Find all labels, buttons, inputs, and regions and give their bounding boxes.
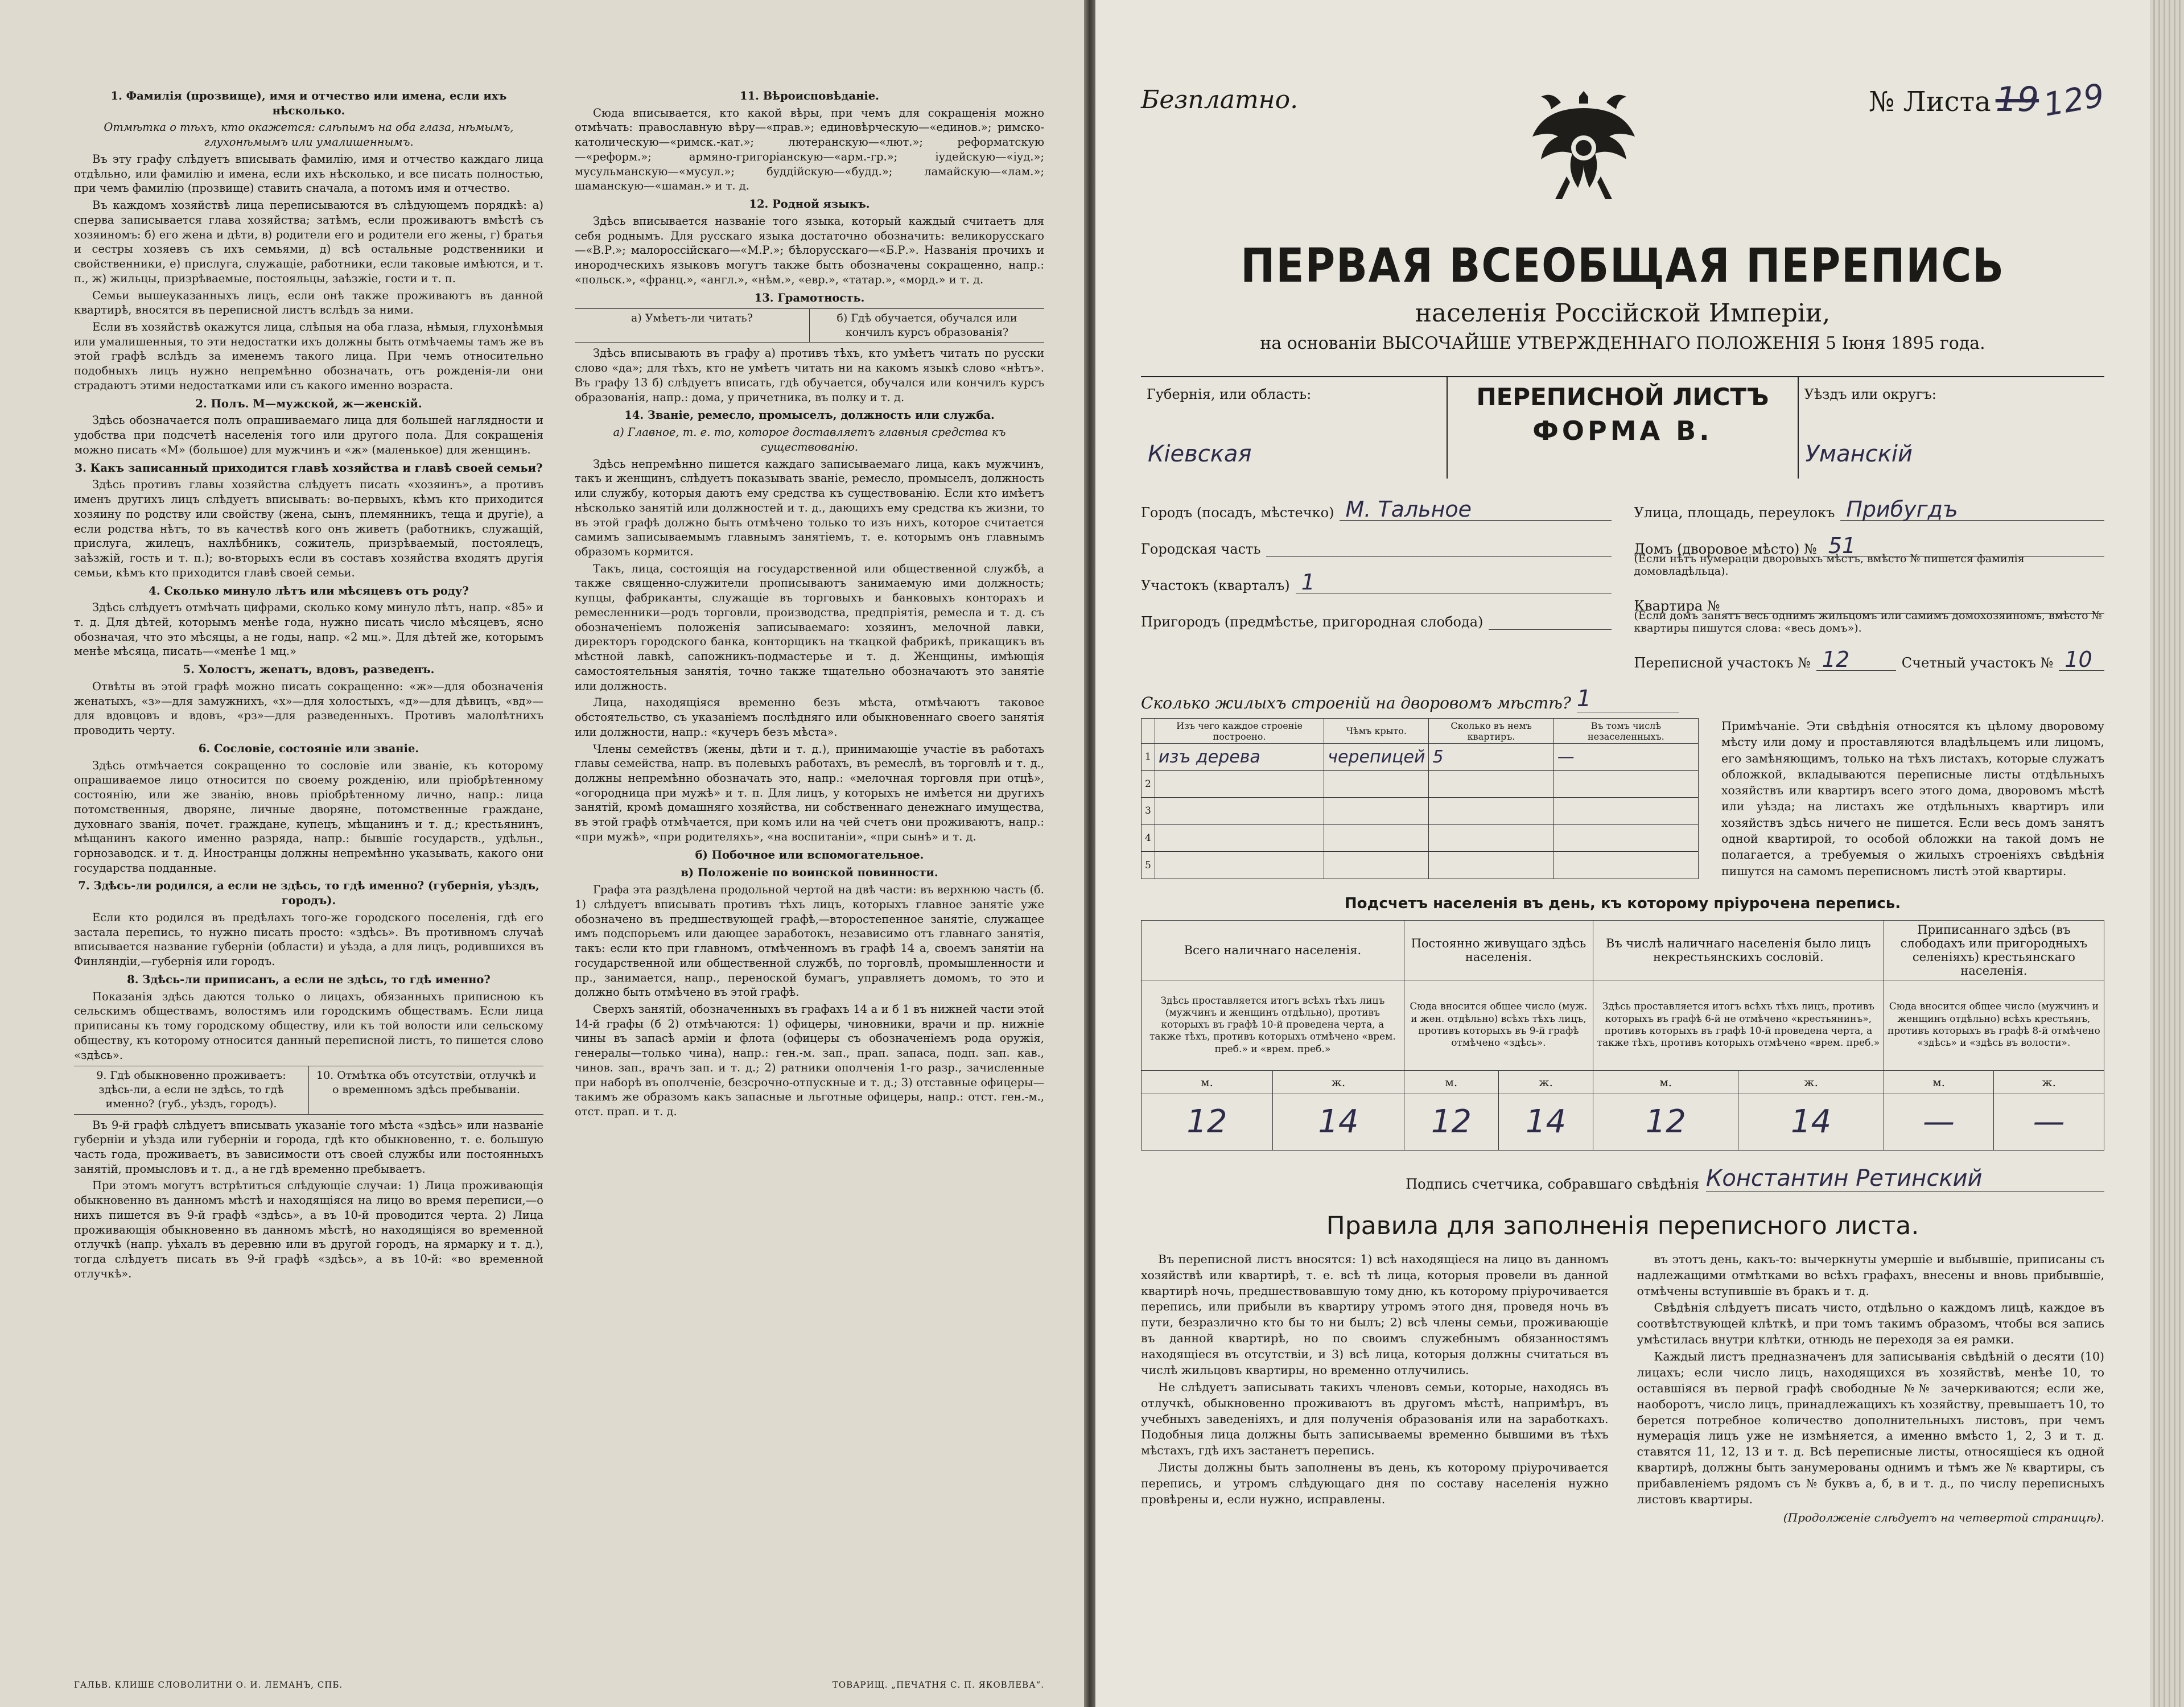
sex-header: ж. [1738,1070,1884,1094]
buildings-table-row [1142,852,1699,879]
buildings-cell: 3 [1142,798,1155,825]
instruction-paragraph: Графа эта раздѣлена продольной чертой на двѣ части: въ верхнюю часть (б. 1) слѣдуетъ вписывать противъ тѣхъ лицъ, которыхъ главное занятіе уже обозначено въ предшествующей графѣ,—второстепенное занятіе, служащее имъ подспорьемъ или дающее заработокъ, независимо отъ главнаго занятія, такъ: если кто при главномъ, отмѣченномъ въ графѣ 14 а, своемъ занятіи на государственной или общественной службѣ, по торговлѣ, промышленности и пр., занимается, напр., переноской бумагъ, управляетъ домомъ, то это и должно быть отмѣчено въ этой графѣ. [575,883,1044,999]
buildings-cell [1553,798,1698,825]
buildings-cell [1155,824,1324,852]
rules-column-1 [1141,1252,1609,1525]
gubernia-value: Кіевская [1148,441,1252,467]
sheet-number-handwritten: 19 [1995,80,2039,119]
right-page-census-form [1095,0,2184,1707]
double-headed-eagle-icon [1527,80,1641,211]
buildings-cell: 5 [1429,744,1553,771]
instruction-paragraph: Семьи вышеуказанныхъ лицъ, если онѣ также проживаютъ въ данной квартирѣ, вносятся въ переписной листъ вслѣдъ за ними. [74,288,543,317]
instruction-paragraph: Члены семействъ (жены, дѣти и т. д.), принимающіе участіе въ работахъ главы семейства, напр. въ полевыхъ работахъ, въ ремеслѣ, въ торговлѣ и т. д., должны непремѣнно обозначать это, напр.: «мелочная торговля при отцѣ», «огородница при мужѣ» и т. п. Для лицъ, у которыхъ не имѣется ни другихъ занятій, кромѣ домашняго хозяйства, ни собственнаго денежнаго имущества, въ этой графѣ отмѣчается, при комъ или на чей счетъ они проживаютъ, напр.: «при мужѣ», «при родителяхъ», «на воспитаніи», «при сынѣ» и т. д. [575,742,1044,843]
instruction-paragraph: Здѣсь вписывается названіе того языка, который каждый считаетъ для себя роднымъ. Для русскаго языка достаточно обозначить: великорусскаго—«В.Р.»; малороссійскаго—«М.Р.»; бѣлорусскаго—«Б.Р.». Названія прочихъ и инородческихъ языковъ могутъ также быть обозначены сокращенно, напр.: «польск.», «франц.», «англ.», «нѣм.», «евр.», «татар.», «морд.» и т. д. [575,214,1044,286]
buildings-cell [1429,770,1553,798]
sex-header: м. [1593,1070,1738,1094]
split-heading-right: б) Гдѣ обучается, обучался или кончилъ курсъ образованія? [809,309,1044,342]
instruction-paragraph: Здѣсь обозначается полъ опрашиваемаго лица для большей наглядности и удобства при подсчетѣ населенія того или другого пола. Для сокращенія можно писать «М» (большое) для мужчинъ и «ж» (маленькое) для женщинъ. [74,414,543,456]
sex-header: м. [1404,1070,1498,1094]
section-heading: 11. Вѣроисповѣданіе. [740,89,879,102]
buildings-col-header: Изъ чего каждое строеніе построено. [1155,719,1324,744]
instruction-paragraph: Въ эту графу слѣдуетъ вписывать фамилію, имя и отчество каждаго лица отдѣльно, или фамилію и имена, если ихъ нѣсколько, и все писать полностью, при чемъ фамилію (прозвище) ставить сначала, а потомъ имя и отчество. [74,152,543,195]
address-block [1141,484,2104,671]
instruction-paragraph: Показанія здѣсь даются только о лицахъ, обязанныхъ приписною къ сельскимъ обществамъ, волостямъ или городскимъ обществамъ. Если лица приписаны къ тому городскому обществу, или къ той волости или сельскому обществу, къ которому относится данный переписной листъ, то пишется слово «здѣсь». [74,989,543,1062]
buildings-col-header: Въ томъ числѣ незаселенныхъ. [1553,719,1698,744]
prigorod-line [1141,593,1612,630]
instruction-split-heading [575,308,1044,343]
buildings-cell [1324,770,1429,798]
instruction-paragraph: Если кто родился въ предѣлахъ того-же городского поселенія, гдѣ его застала перепись, то нужно писать просто: «здѣсь». Въ противномъ случаѣ вписывается название губерніи (области) и уѣзда, а для лицъ, родившихся въ Финляндіи,—губернія или городъ. [74,910,543,968]
instructions-column-1 [74,85,543,1633]
instruction-paragraph: Въ 9-й графѣ слѣдуетъ вписывать указаніе того мѣста «здѣсь» или названіе губерніи и уѣзда или губерніи и города, гдѣ кто обыкновенно, т. е. большую часть года, проживаетъ, въ зависимости отъ своей службы или постоянныхъ занятій, промысловъ и т. д., а не гдѣ временно пребываетъ. [74,1118,543,1176]
city-part-label: Городская часть [1141,541,1261,557]
census-district-line [1634,634,2105,671]
buildings-count-value: 1 [1577,686,1679,712]
census-title: ПЕРВАЯ ВСЕОБЩАЯ ПЕРЕПИСЬ [1241,239,2005,293]
section-heading: б) Побочное или вспомогательное. [695,848,924,861]
population-count-value: 14 [1272,1094,1404,1150]
rules-paragraph: въ этотъ день, какъ-то: вычеркнуты умершіе и выбывшіе, приписаны съ надлежащими отмѣтками во всѣхъ графахъ, внесены и вновь прибывшіе, отмѣчены вступившіе въ бракъ и т. д. [1637,1252,2104,1298]
population-count-value: 12 [1142,1094,1273,1150]
free-label: Безплатно. [1141,85,1299,114]
population-count-table [1141,920,2104,1151]
section-heading: 8. Здѣсь-ли приписанъ, а если не здѣсь, то гдѣ именно? [127,972,491,986]
rules-paragraph: Не слѣдуетъ записывать такихъ членовъ семьи, которые, находясь въ отлучкѣ, обыкновенно проживаютъ въ другомъ мѣстѣ, напримѣръ, въ учебныхъ заведеніяхъ, и для полученія образованія или на заработкахъ. Подобныя лица должны быть записываемы временно бывшими въ тѣхъ мѣстахъ, гдѣ ихъ застанетъ перепись. [1141,1380,1609,1458]
instruction-paragraph: Въ каждомъ хозяйствѣ лица переписываются въ слѣдующемъ порядкѣ: а) сперва записывается глава хозяйства; затѣмъ, если проживаютъ вмѣстѣ съ хозяиномъ: б) его жена и дѣти, в) родители его и родители его жены, г) братья и сестры хозяевъ съ ихъ семьями, д) всѣ остальные родственники и свойственники, е) прислуга, служащіе, работники, если таковые имѣются, и т. п., ж) жильцы, призрѣваемые, постояльцы, заѣзжіе, гости и т. п. [74,199,543,285]
city-value: М. Тальное [1340,498,1611,521]
rules-paragraph: Листы должны быть заполнены въ день, къ которому пріурочивается перепись, и утромъ слѣдующаго дня по составу населенія нужно провѣрены и, если нужно, исправлены. [1141,1461,1609,1506]
gubernia-label: Губернія, или область: [1147,386,1312,402]
rules-paragraph: Каждый листъ предназначенъ для записыванія свѣдѣній о десяти (10) лицахъ; если число лицъ, находящихся въ хозяйствѣ, менѣе 10, то оставшіяся въ первой графѣ свободные №№ зачеркиваются; если же, наоборотъ, число лицъ, принадлежащихъ къ хозяйству, превышаетъ 10, то берется потребное количество дополнительныхъ листовъ, при чемъ нумерація лицъ уже не измѣняется, а именно вмѣсто 1, 2, 3 и т. д. ставятся 11, 12, 13 и т. д. Всѣ переписные листы, относящіеся къ одной квартирѣ, должны быть занумерованы однимъ и тѣмъ же № квартиры, съ прибавленіемъ рядомъ съ № буквъ а, б, в и т. д., по числу переписныхъ листовъ квартиры. [1637,1350,2104,1506]
rules-paragraph: Въ переписной листъ вносятся: 1) всѣ находящіеся на лицо въ данномъ хозяйствѣ или квартирѣ, т. е. всѣ тѣ лица, которыя провели въ данной квартирѣ ночь, предшествовавшую тому дню, къ которому пріурочивается перепись, или прибыли въ квартиру утромъ этого дня, проведя ночь въ пути, безразлично кто бы то ни былъ; 2) всѣ члены семьи, проживающіе въ данной квартирѣ, но по своимъ служебнымъ обязанностямъ находящіеся въ отсутствіи, и 3) всѣ лица, которыя должны считаться въ числѣ жильцовъ квартиры, но временно отлучились. [1141,1252,1609,1377]
rules-text [1141,1252,2104,1525]
count-col-header: Въ числѣ наличнаго населенія было лицъ некрестьянскихъ сословій. [1593,920,1884,980]
buildings-question [1141,686,2104,712]
book-gutter [1084,0,1095,1707]
section-heading: 7. Здѣсь-ли родился, а если не здѣсь, то гдѣ именно? (губернія, уѣздъ, городъ). [78,879,539,908]
city-line [1141,484,1612,521]
rules-paragraph: Свѣдѣнія слѣдуетъ писать чисто, отдѣльно о каждомъ лицѣ, каждое въ соотвѣтствующей клѣткѣ, и при томъ такимъ образомъ, чтобы вся запись умѣстилась внутри клѣтки, отнюдь не переходя за ея рамки. [1637,1301,2104,1347]
buildings-cell [1429,824,1553,852]
instruction-paragraph: а) Главное, т. е. то, которое доставляетъ главныя средства къ существованію. [613,426,1006,453]
uchastok-value: 1 [1296,571,1612,593]
sex-header: ж. [1994,1070,2104,1094]
buildings-cell: 2 [1142,770,1155,798]
count-district-label: Счетный участокъ № [1901,655,2054,671]
count-col-description: Здѣсь проставляется итогъ всѣхъ тѣхъ лицъ, противъ которыхъ въ графѣ 6-й не отмѣчено «крестьянинъ», противъ которыхъ въ графѣ 10-й проведена черта, а также тѣхъ, противъ которыхъ отмѣчено «врем. преб.» [1593,980,1884,1070]
uezd-label: Уѣздъ или округъ: [1804,386,1936,402]
instruction-paragraph: Здѣсь непремѣнно пишется каждаго записываемаго лица, какъ мужчинъ, такъ и женщинъ, слѣдуетъ показывать званіе, ремесло, промыселъ, должность или службу, которыя даютъ ему средства къ существованію. Если кто имѣетъ нѣсколько занятій или должностей и т. д., дающихъ ему средства къ жизни, то въ этой графѣ должно быть отмѣчено только то изъ нихъ, которое считается самимъ записываемымъ главнымъ занятіемъ, т. е. которымъ онъ главнымъ образомъ кормится. [575,457,1044,558]
sex-header: м. [1142,1070,1273,1094]
buildings-cell: 1 [1142,744,1155,771]
population-count-title: Подсчетъ населенія въ день, къ которому пріурочена перепись. [1344,894,1901,912]
enumerator-signature-line [1141,1165,2104,1192]
printer-imprint-left: ГАЛЬВ. КЛИШЕ СЛОВОЛИТНИ О. И. ЛЕМАНЪ, СПБ. [74,1680,343,1690]
buildings-cell [1155,852,1324,879]
printer-imprint-right: ТОВАРИЩ. „ПЕЧАТНЯ С. П. ЯКОВЛЕВА“. [832,1680,1044,1690]
apartment-line [1634,578,2105,614]
apartment-label: Квартира № [1634,598,1720,614]
rules-column-2 [1637,1252,2105,1525]
buildings-cell: 5 [1142,852,1155,879]
buildings-cell [1429,852,1553,879]
instruction-paragraph: Здѣсь отмѣчается сокращенно то сословіе или званіе, къ которому опрашиваемое лицо относится по своему рожденію, или пріобрѣтенному состоянію, или же званію, вновь пріобрѣтенному лично, напр.: лица потомственныя, дворяне, личные дворяне, потомственные граждане, духовнаго званія, почет. граждане, купецъ, мѣщанинъ и т. д.; крестьянинъ, мѣщанинъ какого именно разряда, напр.: бывшіе государств., удѣльн., горнозаводск. и т. д. Иностранцы должны непремѣнно указывать, какого они государства подданные. [74,758,543,875]
house-line [1634,521,2105,557]
instructions-column-2 [575,85,1044,1633]
section-heading: 3. Какъ записанный приходится главѣ хозяйства и главѣ своей семьи? [75,461,543,475]
city-part-value [1266,556,1611,557]
section-heading: 13. Грамотность. [754,291,865,304]
buildings-col-header [1142,719,1155,744]
population-count-value: 14 [1498,1094,1593,1150]
section-heading: 1. Фамилія (прозвище), имя и отчество или имена, если ихъ нѣсколько. [110,89,507,117]
count-col-description: Сюда вносится общее число (муж. и жен. отдѣльно) всѣхъ тѣхъ лицъ, противъ которыхъ въ 9-й графѣ отмѣчено «здѣсь». [1404,980,1593,1070]
buildings-cell [1155,798,1324,825]
census-district-label: Переписной участокъ № [1634,655,1811,671]
apartment-note: (Если домъ занятъ весь однимъ жильцомъ или самимъ домохозяиномъ, вмѣсто № квартиры пишутся слова: «весь домъ»). [1634,609,2102,634]
buildings-cell [1553,770,1698,798]
buildings-table [1141,718,1699,879]
street-label: Улица, площадь, переулокъ [1634,505,1835,521]
house-value: 51 [1823,535,2104,557]
city-part-line [1141,521,1612,557]
sheet-number-label: № Листа [1868,86,1991,118]
buildings-cell: 4 [1142,824,1155,852]
section-heading: 12. Родной языкъ. [749,197,870,211]
buildings-cell: — [1553,744,1698,771]
sex-header: ж. [1272,1070,1404,1094]
uchastok-line [1141,557,1612,593]
buildings-cell: черепицей [1324,744,1429,771]
instruction-paragraph: Сюда вписывается, кто какой вѣры, при чемъ для сокращенія можно отмѣчать: православную вѣру—«прав.»; единовѣрческую—«единов.»; римско-католическую—«римск.-кат.»; лютеранскую—«лют.»; реформатскую—«реформ.»; армяно-григоріанскую—«арм.-гр.»; іудейскую—«іуд.»; мусульманскую—«мусул.»; буддійскую—«будд.»; ламайскую—«лам.»; шаманскую—«шаман.» и т. д. [575,106,1044,193]
prigorod-value [1489,629,1611,630]
population-count-value: 14 [1738,1094,1884,1150]
instruction-paragraph: Отмѣтка о тѣхъ, кто окажется: слѣпымъ на оба глаза, нѣмымъ, глухонѣмымъ или умалишеннымъ. [104,121,514,149]
population-count-value: 12 [1404,1094,1498,1150]
section-heading: 4. Сколько минуло лѣтъ или мѣсяцевъ отъ роду? [149,584,469,597]
prigorod-label: Пригородъ (предмѣстье, пригородная слобода) [1141,614,1484,630]
instruction-paragraph: Здѣсь вписывають въ графу а) противъ тѣхъ, кто умѣетъ читать по русски слово «да»; для тѣхъ, кто не умѣетъ читать ни на какомъ языкѣ слово «нѣтъ». Въ графу 13 б) слѣдуетъ вписать, гдѣ обучается, обучался или кончилъ курсъ образованія, напр.: дома, у причетника, въ полку и т. д. [575,347,1044,404]
region-header-row [1141,376,2104,479]
section-heading: в) Положеніе по воинской повинности. [681,866,938,880]
instruction-paragraph: Отвѣты въ этой графѣ можно писать сокращенно: «ж»—для обозначенія женатыхъ, «з»—для замужнихъ, «х»—для холостыхъ, «д»—для дѣвицъ, «вд»—для вдовцовъ и вдовъ, «рз»—для разведенныхъ. Противъ малолѣтнихъ проводить черту. [74,679,543,737]
sex-header: ж. [1498,1070,1593,1094]
population-count-value: — [1884,1094,1994,1150]
house-note: (Если нѣтъ нумераціи дворовыхъ мѣстъ, вмѣсто № пишется фамилія домовладѣльца). [1634,552,2025,578]
instruction-paragraph: Если въ хозяйствѣ окажутся лица, слѣпыя на оба глаза, нѣмыя, глухонѣмыя или умалишенныя, то эти недостатки ихъ должны быть отмѣчаемы тамъ же въ этой графѣ вслѣдъ за именемъ такого лица. При чемъ относительно подобныхъ лицъ нужно непремѣнно обозначать, отъ рожденія-ли они страдаютъ этими недостатками или съ какого именно возраста. [74,320,543,392]
buildings-table-row [1142,744,1699,771]
population-count-value: 12 [1593,1094,1738,1150]
form-title-box [1447,376,1798,479]
enumerator-signature: Константин Ретинский [1706,1165,2104,1192]
instruction-paragraph: Лица, находящіяся временно безъ мѣста, отмѣчаютъ таковое обстоятельство, съ указаніемъ послѣдняго или обыкновеннаго своего занятія или должности, напр.: «кучеръ безъ мѣста». [575,696,1044,739]
buildings-cell [1429,798,1553,825]
count-col-description: Сюда вносится общее число (мужчинъ и женщинъ отдѣльно) всѣхъ крестьянъ, противъ которыхъ въ графѣ 8-й отмѣчено «здѣсь» и «здѣсь въ волости». [1884,980,2104,1070]
buildings-table-row [1142,770,1699,798]
section-heading: 2. Полъ. М—мужской, ж—женскій. [195,397,422,410]
instruction-paragraph: При этомъ могутъ встрѣтиться слѣдующіе случаи: 1) Лица проживающія обыкновенно въ данномъ мѣстѣ и находящіяся на лицо во время переписи,—о нихъ пишется въ 9-й графѣ «здѣсь», а въ 10-й проводится черта. 2) Лица проживающія обыкновенно въ данномъ мѣстѣ, но находящіяся во временной отлучкѣ (напр. уѣхалъ въ деревню или въ другой городъ, на ярмарку и т. д.), тогда слѣдуетъ писать въ 9-й графѣ «здѣсь», а въ 10-й: «во временной отлучкѣ». [74,1179,543,1280]
form-type: ФОРМА В. [1532,415,1713,446]
continued-note: (Продолженіе слѣдуетъ на четвертой страницѣ). [1783,1510,2104,1524]
archive-stamp-number: 129 [2041,77,2107,124]
rules-title: Правила для заполненія переписного листа. [1326,1211,1919,1240]
buildings-section [1141,718,2104,879]
uezd-value: Уманскій [1805,441,1913,467]
uchastok-label: Участокъ (кварталъ) [1141,578,1290,593]
street-value: Прибугдъ [1840,498,2104,521]
sheet-number [1868,77,2107,124]
buildings-col-header: Сколько въ немъ квартиръ. [1429,719,1553,744]
instruction-split-heading [74,1066,543,1114]
buildings-cell [1553,852,1698,879]
gubernia-box [1141,376,1447,479]
instruction-paragraph: Здѣсь слѣдуетъ отмѣчать цифрами, сколько кому минуло лѣтъ, напр. «85» и т. д. Для дѣтей, которымъ менѣе года, нужно писать число мѣсяцевъ, ясно обозначая, что это мѣсяцы, а не годы, напр. «2 мц.». Для дѣтей же, которымъ менѣе мѣсяца, писать—«менѣе 1 мц.» [74,601,543,658]
city-label: Городъ (посадъ, мѣстечко) [1141,505,1334,521]
buildings-cell [1155,770,1324,798]
buildings-col-header: Чѣмъ крыто. [1324,719,1429,744]
count-col-description: Здѣсь проставляется итогъ всѣхъ тѣхъ лицъ (мужчинъ и женщинъ отдѣльно), противъ которыхъ въ графѣ 10-й проведена черта, а также тѣхъ, противъ которыхъ отмѣчено «врем. преб.» и «врем. преб.» [1142,980,1404,1070]
count-col-header: Приписаннаго здѣсь (въ слободахъ или пригородныхъ селеніяхъ) крестьянскаго населенія. [1884,920,2104,980]
census-district-value: 12 [1816,649,1896,671]
section-heading: 6. Сословіе, состояніе или званіе. [198,741,419,755]
left-page-footer [74,1680,1044,1690]
form-title: ПЕРЕПИСНОЙ ЛИСТЪ [1476,383,1769,411]
instruction-paragraph: Сверхъ занятій, обозначенныхъ въ графахъ 14 а и б 1 въ нижней части этой 14-й графы (б 2) отмѣчаются: 1) офицеры, чиновники, врачи и пр. нижніе чины въ запасѣ арміи и флота (офицеры съ обозначеніемъ рода оружія, генералы—только чина), напр.: ген.-м. зап., прап. запаса, подп. зап. кав., чинов. зап., врачъ зап. и т. д.; 2) ратники ополченія 1-го разр., зачисленные при наборѣ въ ополченіе, безсрочно-отпускные и т. д.; 3) отставные офицеры—такимъ же образомъ какъ запасные и льготные офицеры, напр.: отст. ген.-м., отст. прап. и т. д. [575,1003,1044,1119]
buildings-cell [1324,852,1429,879]
buildings-cell [1324,824,1429,852]
split-heading-left: 9. Гдѣ обыкновенно проживаетъ: здѣсь-ли, а если не здѣсь, то гдѣ именно? (губ., уѣздъ, городъ). [96,1069,286,1111]
instruction-paragraph: Такъ, лица, состоящія на государственной или общественной службѣ, а также священно-служители прописываютъ занимаемую ими должность; купцы, фабриканты, служащіе въ торговыхъ и банковыхъ конторахъ и ремесленники—родъ торговли, производства, предпріятія, ремесла и т. д. съ обозначеніемъ положенія записываемаго: хозяинъ, мелочной лавки, директоръ городского банка, конторщикъ на ткацкой фабрикѣ, прикащикъ въ мѣстной лавкѣ, сапожникъ-подмастерье и т. д. Женщины, имѣющія самостоятельныя занятія, точно также тщательно обозначаютъ это занятіе или должность. [575,562,1044,692]
left-page-instructions [0,0,1084,1707]
buildings-cell [1553,824,1698,852]
count-district-value: 10 [2059,649,2104,671]
signature-label: Подпись счетчика, собравшаго свѣдѣнія [1406,1176,1699,1192]
buildings-cell [1324,798,1429,825]
page-edge-stack [2150,0,2184,1707]
street-line [1634,484,2105,521]
split-heading-left: а) Умѣетъ-ли читать? [631,312,753,325]
buildings-cell: изъ дерева [1155,744,1324,771]
population-count-value: — [1994,1094,2104,1150]
house-label: Домъ (дворовое мѣсто) № [1634,541,1817,557]
count-col-header: Всего наличнаго населенія. [1142,920,1404,980]
census-subtitle: населенія Россійской Имперіи, [1415,299,1831,328]
buildings-note: Примѣчаніе. Эти свѣдѣнія относятся къ цѣлому дворовому мѣсту или дому и проставляются владѣльцемъ или лицомъ, его замѣняющимъ, только на тѣхъ листахъ, которые служатъ обложкой, вкладываются переписные листы отдѣльныхъ хозяйствъ или квартиръ всего этого дома, дворовомъ мѣстѣ или уѣзда; на листахъ же отдѣльныхъ квартиръ или хозяйствъ здѣсь ничего не пишется. Если весь домъ занятъ одной квартирой, то особой обложки на такой домъ не полагается, а требуемыя о жилыхъ строеніяхъ свѣдѣнія пишутся на самомъ переписномъ листѣ этой квартиры. [1721,719,2104,878]
instruction-paragraph: Здѣсь противъ главы хозяйства слѣдуетъ писать «хозяинъ», а противъ именъ другихъ лицъ слѣдуетъ вписывать: во-первыхъ, кѣмъ кто приходится хозяину по родству или свойству (жена, сынъ, племянникъ, теща и другіе), а если родства нѣтъ, то въ качествѣ кого онъ живетъ (работникъ, служащій, прислуга, жилецъ, нахлѣбникъ, сожитель, призрѣваемый, постоялецъ, заѣзжій, гость и т. п.); во-вторыхъ если въ составъ хозяйства входятъ другія семьи, кѣмъ кто приходится главѣ своей семьи. [74,478,543,579]
census-legal-basis: на основаніи ВЫСОЧАЙШЕ УТВЕРЖДЕННАГО ПОЛОЖЕНІЯ 5 Іюня 1895 года. [1260,333,1985,353]
section-heading: 14. Званіе, ремесло, промыселъ, должность или служба. [624,409,995,422]
split-heading-right: 10. Отмѣтка объ отсутствіи, отлучкѣ и о временномъ здѣсь пребываніи. [308,1066,543,1114]
buildings-table-row [1142,798,1699,825]
buildings-question-label: Сколько жилыхъ строеній на дворовомъ мѣстѣ? [1141,694,1571,712]
count-col-header: Постоянно живущаго здѣсь населенія. [1404,920,1593,980]
form-header [1141,77,2107,222]
sex-header: м. [1884,1070,1994,1094]
section-heading: 5. Холостъ, женатъ, вдовъ, разведенъ. [183,663,435,677]
uezd-box [1799,376,2104,479]
buildings-table-row [1142,824,1699,852]
